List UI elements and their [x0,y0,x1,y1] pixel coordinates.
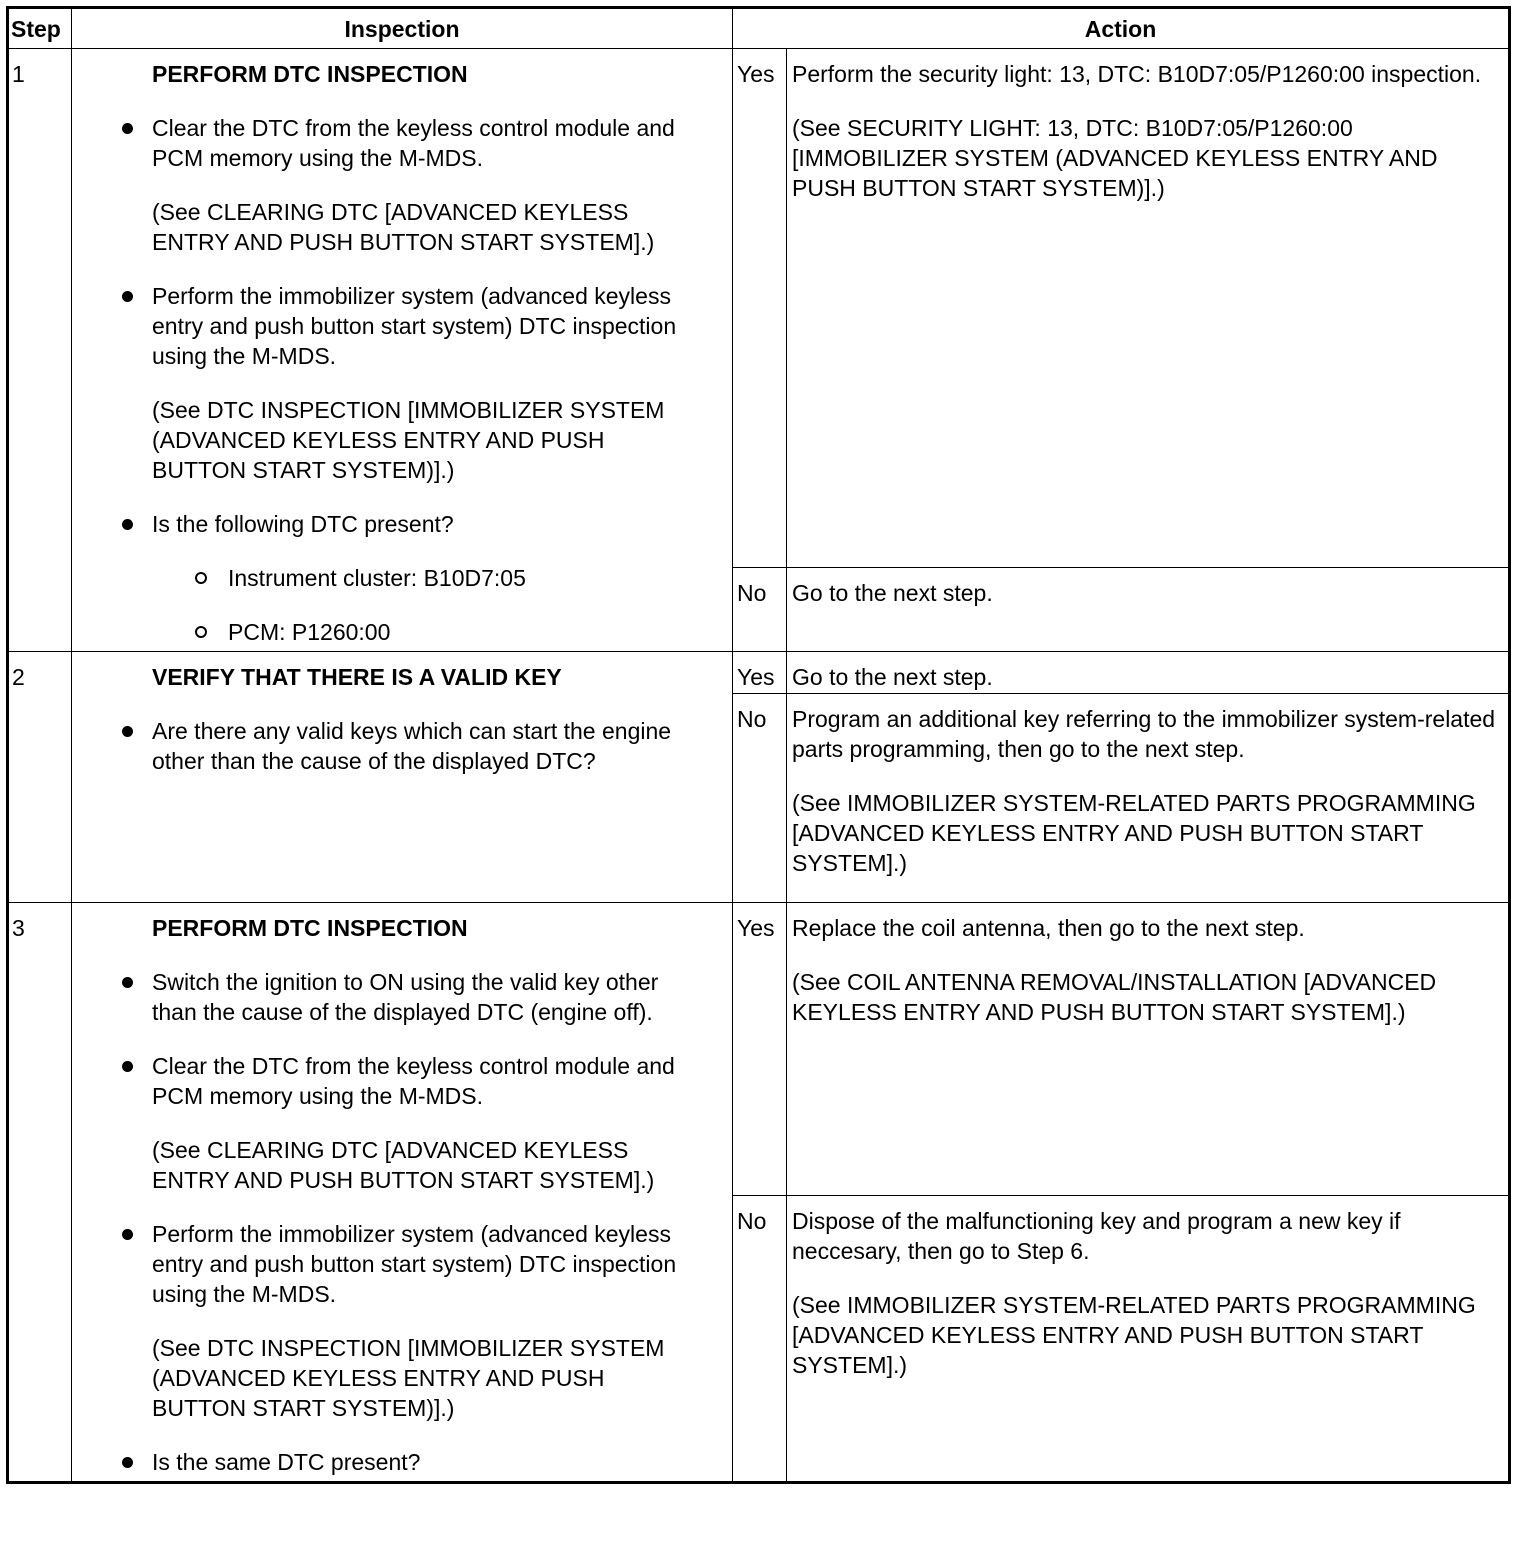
no-action-cell [787,1196,1510,1483]
yes-action-cell [787,49,1510,568]
step-number: 1 [8,49,72,652]
yes-label: Yes [733,903,787,1196]
action-text: Dispose of the malfunctioning key and program a new key if neccesary, then go to Step 6. [792,1208,1401,1264]
header-step: Step [8,8,72,49]
action-text: Perform the security light: 13, DTC: B10D7:05/P1260:00 inspection. [792,61,1482,87]
inspection-bullet: Is the same DTC present? [152,1447,692,1477]
action-reference: (See IMMOBILIZER SYSTEM-RELATED PARTS PROGRAMMING [ADVANCED KEYLESS ENTRY AND PUSH BUTTON START SYSTEM].) [792,790,1476,876]
no-label: No [733,1196,787,1483]
inspection-sub-item: PCM: P1260:00 [228,617,692,647]
action-reference: (See COIL ANTENNA REMOVAL/INSTALLATION [ADVANCED KEYLESS ENTRY AND PUSH BUTTON START SYSTEM].) [792,969,1437,1025]
inspection-title: PERFORM DTC INSPECTION [152,915,468,941]
yes-label: Yes [733,652,787,694]
inspection-cell [72,903,733,1483]
inspection-bullet: Clear the DTC from the keyless control module and PCM memory using the M-MDS. [152,1051,692,1111]
inspection-cell [72,49,733,652]
inspection-reference: (See CLEARING DTC [ADVANCED KEYLESS ENTRY AND PUSH BUTTON START SYSTEM].) [152,1137,655,1193]
yes-action-cell [787,903,1510,1196]
inspection-bullet: Perform the immobilizer system (advanced keyless entry and push button start system) DTC inspection using the M-MDS. [152,1219,692,1309]
no-label: No [733,694,787,903]
inspection-bullet: Switch the ignition to ON using the valid key other than the cause of the displayed DTC (engine off). [152,967,692,1027]
header-row [8,8,1510,49]
table-row-step-2 [8,652,1510,694]
inspection-reference: (See CLEARING DTC [ADVANCED KEYLESS ENTRY AND PUSH BUTTON START SYSTEM].) [152,199,655,255]
inspection-bullet: Are there any valid keys which can start the engine other than the cause of the displayed DTC? [152,716,692,776]
step-number: 3 [8,903,72,1483]
inspection-bullet: Clear the DTC from the keyless control module and PCM memory using the M-MDS. [152,113,692,173]
inspection-title: VERIFY THAT THERE IS A VALID KEY [152,664,562,690]
inspection-reference: (See DTC INSPECTION [IMMOBILIZER SYSTEM (ADVANCED KEYLESS ENTRY AND PUSH BUTTON START SYSTEM)].) [152,397,665,483]
no-action-cell [787,694,1510,903]
troubleshooting-table [6,6,1511,1484]
action-reference: (See SECURITY LIGHT: 13, DTC: B10D7:05/P1260:00 [IMMOBILIZER SYSTEM (ADVANCED KEYLESS ENTRY AND PUSH BUTTON START SYSTEM)].) [792,115,1438,201]
action-text: Go to the next step. [792,664,993,690]
no-label: No [733,568,787,652]
header-action: Action [733,8,1510,49]
inspection-sub-item: Instrument cluster: B10D7:05 [228,563,692,593]
step-number: 2 [8,652,72,903]
header-inspection: Inspection [72,8,733,49]
inspection-title: PERFORM DTC INSPECTION [152,61,468,87]
yes-action-cell [787,652,1510,694]
table-row-step-3 [8,903,1510,1196]
yes-label: Yes [733,49,787,568]
no-action-cell [787,568,1510,652]
inspection-reference: (See DTC INSPECTION [IMMOBILIZER SYSTEM (ADVANCED KEYLESS ENTRY AND PUSH BUTTON START SYSTEM)].) [152,1335,665,1421]
inspection-bullet: Is the following DTC present? [152,509,692,539]
inspection-bullet: Perform the immobilizer system (advanced keyless entry and push button start system) DTC inspection using the M-MDS. [152,281,692,371]
action-text: Program an additional key referring to the immobilizer system-related parts programming, then go to the next step. [792,706,1496,762]
action-reference: (See IMMOBILIZER SYSTEM-RELATED PARTS PROGRAMMING [ADVANCED KEYLESS ENTRY AND PUSH BUTTON START SYSTEM].) [792,1292,1476,1378]
table-row-step-1 [8,49,1510,568]
action-text: Go to the next step. [792,580,993,606]
inspection-cell [72,652,733,903]
action-text: Replace the coil antenna, then go to the next step. [792,915,1305,941]
